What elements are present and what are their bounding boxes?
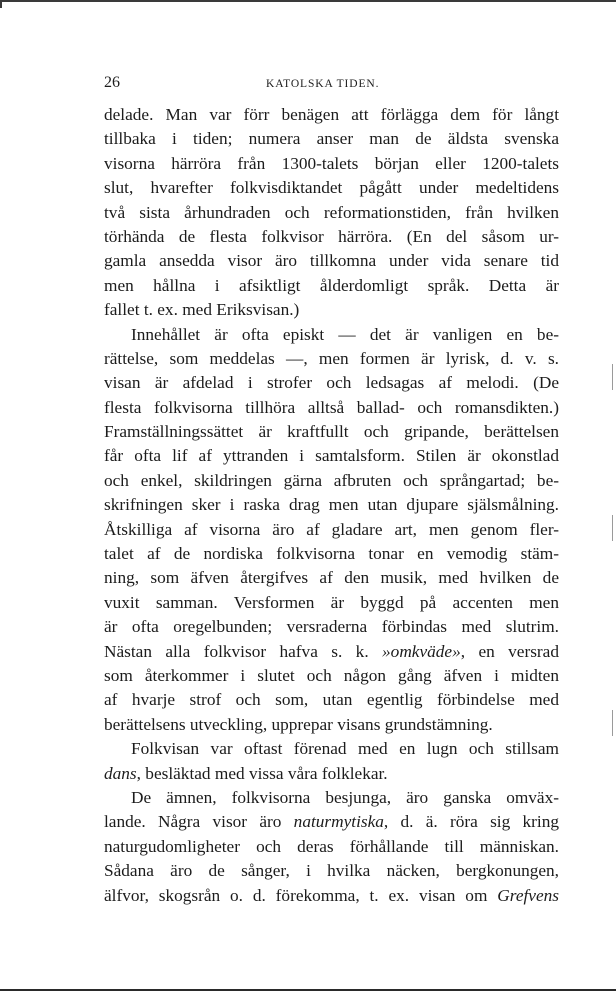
- text-line: skrifningen sker i raska drag men utan djupare själsmålning.: [104, 495, 559, 515]
- text-segment: lande. Några visor äro: [104, 812, 294, 832]
- page-edge-right-mark: [612, 364, 613, 390]
- text-line: tillbaka i tiden; numera anser man de äldsta svenska: [104, 129, 559, 149]
- text-line: De ämnen, folkvisorna besjunga, äro ganska omväx-: [131, 787, 559, 807]
- text-line: visan är afdelad i strofer och ledsagas af melodi. (De: [104, 373, 559, 393]
- running-title: KATOLSKA TIDEN.: [266, 78, 380, 90]
- text-line: Folkvisan var oftast förenad med en lugn och stillsam: [131, 739, 559, 759]
- italic-term: »omkväde»: [382, 641, 461, 661]
- text-line: naturgudomligheter och deras förhållande till människan.: [104, 836, 559, 856]
- text-line: slut, hvarefter folkvisdiktandet pågått under medeltidens: [104, 178, 559, 198]
- text-segment: Nästan alla folkvisor hafva s. k.: [104, 641, 383, 661]
- text-segment: älfvor, skogsrån o. d. förekomma, t. ex. visan om: [104, 885, 498, 905]
- text-line: som återkommer i slutet och någon gång äfven i midten: [104, 665, 559, 685]
- text-line: [104, 810, 559, 834]
- page-edge-top: [0, 0, 616, 2]
- text-line: två sista århundraden och reformationstiden, från hvilken: [104, 202, 559, 222]
- italic-term: Grefvens: [497, 885, 559, 905]
- text-line: gamla ansedda visor äro tillkomna under vida senare tid: [104, 251, 559, 271]
- text-line: delade. Man var förr benägen att förlägga dem för långt: [104, 105, 559, 124]
- italic-term: dans: [104, 763, 137, 783]
- text-line: törhända de flesta folkvisor härröra. (En del såsom ur-: [104, 226, 559, 246]
- text-line: af hvarje strof och som, utan egentlig förbindelse med: [104, 690, 559, 710]
- text-line: berättelsens utveckling, upprepar visans grundstämning.: [104, 714, 493, 734]
- page-edge-left-mark: [0, 0, 2, 8]
- text-line: är ofta oregelbunden; versraderna förbindas med slutrim.: [104, 617, 559, 637]
- body-text: [104, 103, 559, 908]
- text-line: och enkel, skildringen gärna afbruten och språngartad; be-: [104, 470, 559, 490]
- page-edge-right-mark: [612, 710, 613, 736]
- text-line: flesta folkvisorna tillhöra alltså ballad- och romansdikten.): [104, 397, 559, 417]
- text-line: Framställningssättet är kraftfullt och gripande, berättelsen: [104, 422, 559, 442]
- text-line: Åtskilliga af visorna äro af gladare art, men genom fler-: [104, 519, 559, 539]
- page-number: 26: [104, 74, 120, 91]
- text-line: talet af de nordiska folkvisorna tonar en vemodig stäm-: [104, 544, 559, 564]
- text-segment: , d. ä. röra sig kring: [383, 812, 560, 832]
- text-line: men hållna i afsiktligt ålderdomligt språk. Detta är: [104, 275, 559, 295]
- text-line: [104, 884, 559, 908]
- text-segment: , en versrad: [460, 641, 559, 661]
- italic-term: naturmytiska: [293, 812, 384, 832]
- text-line: vuxit samman. Versformen är byggd på accenten men: [104, 592, 559, 612]
- text-line: Innehållet är ofta episkt — det är vanligen en be-: [131, 324, 559, 344]
- text-line: [104, 762, 559, 786]
- text-line: fallet t. ex. med Eriksvisan.): [104, 300, 300, 320]
- page-edge-right-mark: [612, 515, 613, 541]
- text-line: får ofta lif af yttranden i samtalsform. Stilen är okonstlad: [104, 446, 559, 466]
- text-line: ning, som äfven återgifves af den musik, med hvilken de: [104, 568, 559, 588]
- page-edge-bottom: [0, 989, 616, 991]
- text-line: rättelse, som meddelas —, men formen är lyrisk, d. v. s.: [104, 348, 559, 368]
- text-line: Sådana äro de sånger, i hvilka näcken, bergkonungen,: [104, 861, 559, 881]
- text-line: visorna härröra från 1300-talets början eller 1200-talets: [104, 153, 559, 173]
- text-segment: , besläktad med vissa våra folklekar.: [136, 763, 388, 783]
- text-line: [104, 640, 559, 664]
